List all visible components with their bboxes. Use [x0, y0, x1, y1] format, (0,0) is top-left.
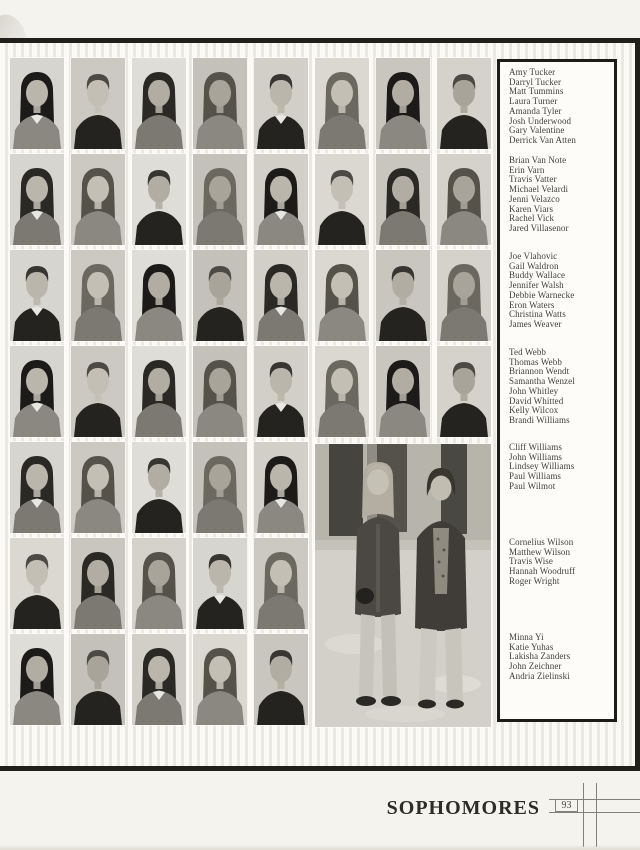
- portrait-photo: [193, 58, 247, 149]
- portrait-photo: [10, 250, 64, 341]
- student-name: Michael Velardi: [509, 184, 569, 195]
- portrait-photo: [437, 250, 491, 341]
- name-group: [509, 68, 612, 146]
- portrait-photo: [132, 154, 186, 245]
- student-name: Rachel Vick: [509, 213, 555, 224]
- student-name: Debbie Warnecke: [509, 289, 575, 300]
- student-name: James Weaver: [509, 318, 562, 329]
- page-number: 93: [555, 799, 578, 812]
- scan-bottom-edge: [0, 845, 640, 850]
- portrait-photo: [254, 346, 308, 437]
- portrait-photo: [193, 442, 247, 533]
- student-name: Lakisha Zanders: [509, 651, 571, 662]
- student-name: Brian Van Note: [509, 155, 567, 165]
- portrait-photo: [10, 538, 64, 629]
- portrait-photo: [437, 154, 491, 245]
- student-name: Derrick Van Atten: [509, 134, 577, 145]
- student-name: Samantha Wenzel: [509, 376, 575, 387]
- footer-decorative-hline: [549, 812, 640, 813]
- portrait-photo: [132, 346, 186, 437]
- portrait-photo: [315, 154, 369, 245]
- portrait-photo: [254, 250, 308, 341]
- portrait-photo: [132, 58, 186, 149]
- student-name: Gary Valentine: [509, 125, 565, 136]
- student-name: Joe Vlahovic: [509, 251, 558, 261]
- student-name: Thomas Webb: [509, 356, 562, 367]
- student-name: Jennifer Walsh: [509, 280, 564, 291]
- student-name: Eron Waters: [509, 299, 555, 310]
- student-name: Kelly Wilcox: [509, 405, 559, 416]
- group-photo-image: [315, 444, 491, 727]
- student-name: John Williams: [509, 451, 563, 462]
- portrait-photo: [193, 346, 247, 437]
- student-name: Buddy Wallace: [509, 270, 566, 281]
- student-name: Hannah Woodruff: [509, 566, 576, 577]
- portrait-photo: [71, 250, 125, 341]
- portrait-photo: [10, 634, 64, 725]
- name-group: [509, 156, 612, 234]
- portrait-photo: [71, 442, 125, 533]
- portrait-photo: [254, 58, 308, 149]
- student-name: Amanda Tyler: [509, 105, 562, 116]
- portrait-photo: [193, 250, 247, 341]
- portrait-photo: [376, 154, 430, 245]
- student-name: Cliff Williams: [509, 442, 562, 452]
- group-photo: [315, 444, 491, 727]
- name-group: [509, 538, 612, 587]
- portrait-photo: [376, 250, 430, 341]
- portrait-photo: [132, 442, 186, 533]
- portrait-photo: [10, 346, 64, 437]
- portrait-photo: [10, 442, 64, 533]
- portrait-photo: [254, 634, 308, 725]
- student-name: Lindsey Williams: [509, 461, 575, 472]
- portrait-photo: [71, 346, 125, 437]
- student-name: Josh Underwood: [509, 115, 572, 126]
- portrait-photo: [193, 154, 247, 245]
- student-name: Briannon Wendt: [509, 366, 570, 377]
- portrait-photo: [193, 634, 247, 725]
- student-name: Erin Varn: [509, 164, 545, 175]
- footer-decorative-vline: [596, 783, 597, 847]
- student-name: Karen Viars: [509, 203, 554, 214]
- portrait-photo: [315, 250, 369, 341]
- student-name: Jenni Velazco: [509, 193, 560, 204]
- portrait-photo: [437, 58, 491, 149]
- page-title: SOPHOMORES: [386, 797, 540, 819]
- portrait-photo: [10, 58, 64, 149]
- portrait-photo: [71, 634, 125, 725]
- portrait-photo: [254, 442, 308, 533]
- student-name: Cornelius Wilson: [509, 537, 574, 547]
- portrait-photo: [71, 58, 125, 149]
- portrait-photo: [132, 538, 186, 629]
- student-name: Brandi Williams: [509, 414, 570, 425]
- portrait-photo: [254, 154, 308, 245]
- student-name: Gail Waldron: [509, 260, 559, 271]
- student-name: Paul Williams: [509, 471, 562, 482]
- student-name: Travis Vatter: [509, 174, 557, 185]
- name-group: [509, 633, 612, 682]
- student-name: Amy Tucker: [509, 67, 556, 77]
- portrait-photo: [132, 250, 186, 341]
- student-name: John Zeichner: [509, 661, 562, 672]
- student-name: Roger Wright: [509, 575, 560, 586]
- student-name: Travis Wise: [509, 556, 553, 567]
- name-group: [509, 252, 612, 330]
- student-name: David Whitted: [509, 395, 564, 406]
- portrait-photo: [71, 538, 125, 629]
- student-name: Matt Tummins: [509, 86, 564, 97]
- portrait-photo: [376, 346, 430, 437]
- student-name: John Whitley: [509, 385, 559, 396]
- student-name: Katie Yuhas: [509, 641, 554, 652]
- portrait-photo: [71, 154, 125, 245]
- portrait-photo: [254, 538, 308, 629]
- name-group: [509, 443, 612, 492]
- student-name: Darryl Tucker: [509, 76, 562, 87]
- student-name: Minna Yi: [509, 632, 544, 642]
- name-group: [509, 348, 612, 426]
- student-name: Laura Turner: [509, 96, 558, 107]
- footer-decorative-vline: [583, 783, 584, 847]
- student-name: Matthew Wilson: [509, 546, 571, 557]
- student-names-panel: [497, 59, 617, 722]
- portrait-photo: [315, 346, 369, 437]
- portrait-photo: [376, 58, 430, 149]
- student-name: Ted Webb: [509, 347, 547, 357]
- student-name: Paul Wilmot: [509, 480, 556, 491]
- student-name: Christina Watts: [509, 309, 566, 320]
- student-name: Jared Villasenor: [509, 222, 569, 233]
- portrait-photo: [193, 538, 247, 629]
- student-name: Andria Zielinski: [509, 670, 570, 681]
- portrait-photo: [315, 58, 369, 149]
- portrait-photo: [437, 346, 491, 437]
- portrait-photo: [132, 634, 186, 725]
- portrait-photo: [10, 154, 64, 245]
